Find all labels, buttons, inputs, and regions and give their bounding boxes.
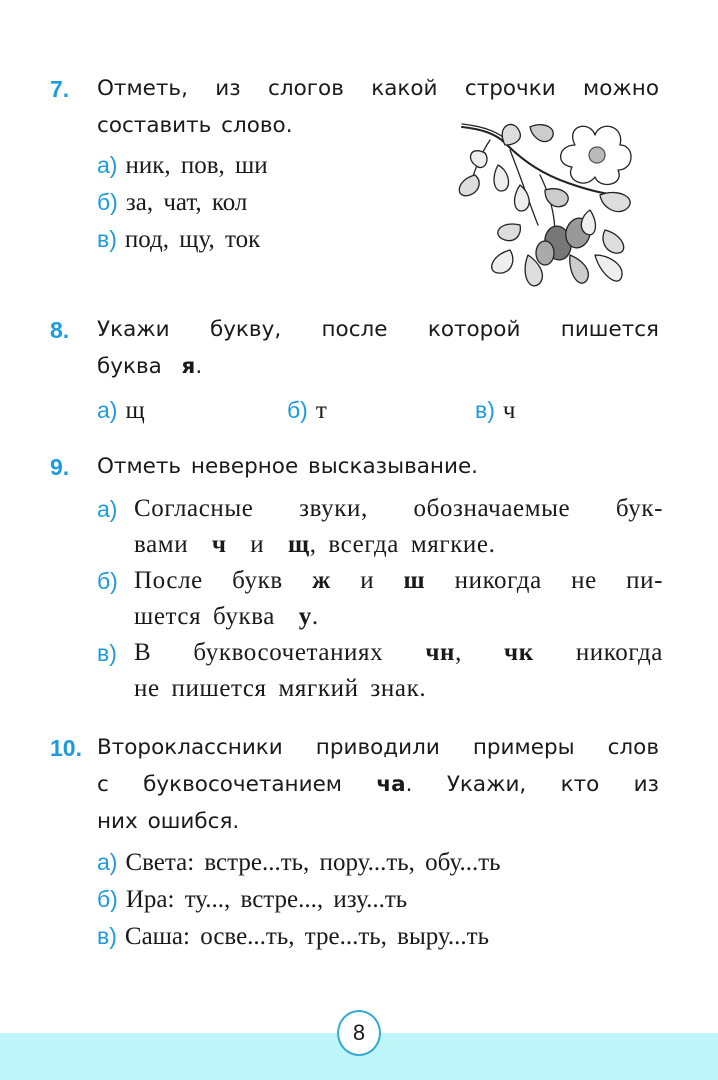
text: никогда: [575, 639, 663, 666]
page-number: 8: [337, 1010, 381, 1056]
option-line-1: [134, 563, 663, 599]
option-a[interactable]: [97, 147, 268, 184]
option-text: ч: [502, 397, 516, 424]
question-text-line-2: составить слово.: [97, 113, 293, 138]
option-line-2: не пишется мягкий знак.: [134, 675, 427, 702]
option-marker: в): [475, 397, 495, 423]
option-a[interactable]: [97, 491, 663, 563]
text: никогда не пи-: [454, 567, 663, 594]
option-a[interactable]: [97, 844, 501, 881]
option-text: под, щу, ток: [124, 226, 261, 253]
options-list: [97, 491, 663, 707]
question-text: Отметь неверное высказывание.: [97, 454, 479, 479]
bold-letters: чн: [425, 639, 456, 666]
option-text: Ира: ту..., встре..., изу...ть: [125, 886, 408, 913]
option-text: ник, пов, ши: [125, 152, 268, 179]
option-line-1: Согласные звуки, обозначаемые бук-: [134, 495, 663, 522]
text: В буквосочетаниях: [134, 639, 384, 666]
option-b[interactable]: [97, 563, 663, 635]
option-b[interactable]: [97, 881, 407, 918]
question-text-line-1: Второклассники приводили примеры слов: [97, 735, 659, 760]
question-text-line-3: них ошибся.: [97, 809, 240, 834]
text: и: [360, 567, 375, 594]
option-text: за, чат, кол: [125, 189, 248, 216]
bold-letter: я: [181, 354, 196, 379]
option-marker: в): [97, 640, 117, 666]
question-number: 9.: [50, 454, 70, 480]
question-number: 7.: [50, 76, 70, 102]
option-marker: а): [97, 496, 118, 522]
option-text: Света: встре...ть, пору...ть, обу...ть: [125, 849, 501, 876]
option-marker: а): [97, 849, 118, 875]
text: и: [250, 531, 265, 558]
text: шется буква: [134, 603, 276, 630]
bold-letters: ча: [376, 772, 406, 797]
option-b[interactable]: [97, 184, 247, 221]
text: . Укажи, кто из: [405, 772, 659, 797]
option-marker: б): [97, 189, 118, 215]
option-text: Саша: осве...ть, тре...ть, выру...ть: [124, 923, 490, 950]
option-marker: а): [97, 397, 118, 423]
option-marker: б): [97, 886, 118, 912]
option-text: т: [315, 397, 327, 424]
option-line-2: [134, 599, 663, 635]
text: буква: [97, 354, 162, 379]
bold-letter: у: [298, 603, 312, 630]
rosehip-branch-illustration: [450, 115, 645, 300]
option-c[interactable]: [475, 392, 515, 429]
bold-letter: ж: [312, 567, 331, 594]
question-number: 8.: [50, 317, 70, 343]
option-marker: в): [97, 226, 117, 252]
text: , всегда мягкие.: [309, 531, 496, 558]
option-a[interactable]: [97, 392, 145, 429]
option-b[interactable]: [287, 392, 327, 429]
bold-letter: ч: [211, 531, 227, 558]
text: .: [311, 603, 319, 630]
option-marker: в): [97, 923, 117, 949]
text: вами: [134, 531, 189, 558]
text: .: [195, 354, 203, 379]
option-marker: б): [97, 568, 118, 594]
question-text-line-1: Укажи букву, после которой пишется: [97, 317, 659, 342]
bold-letter: щ: [287, 531, 310, 558]
text: ,: [455, 639, 462, 666]
option-c[interactable]: [97, 635, 663, 707]
option-c[interactable]: [97, 918, 489, 955]
bold-letters: чк: [504, 639, 534, 666]
bold-letter: ш: [403, 567, 426, 594]
option-line-2: [134, 527, 663, 563]
option-marker: а): [97, 152, 118, 178]
question-number: 10.: [50, 735, 82, 761]
question-text-line-2: [97, 766, 659, 803]
option-marker: б): [287, 397, 308, 423]
question-text-line-1: Отметь, из слогов какой строчки можно: [97, 76, 659, 101]
option-c[interactable]: [97, 221, 260, 258]
option-text: щ: [125, 397, 145, 424]
question-text-line-2: [97, 348, 659, 385]
text: с буквосочетанием: [97, 772, 343, 797]
text: После букв: [134, 567, 283, 594]
option-line-1: [134, 635, 663, 671]
